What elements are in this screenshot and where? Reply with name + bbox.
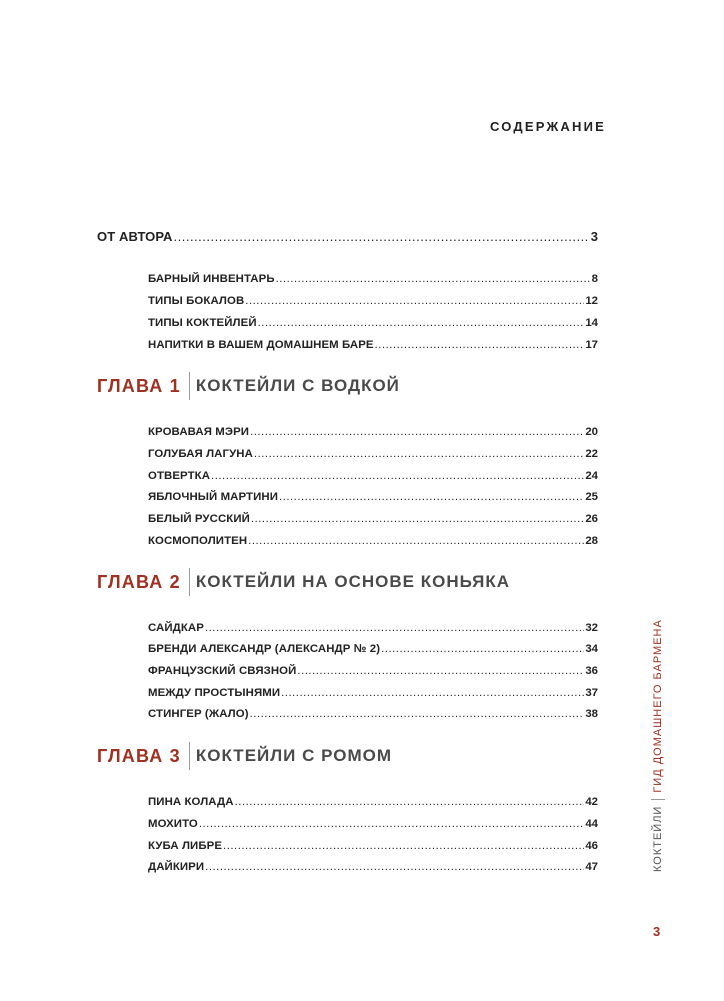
toc-entry[interactable] [148, 448, 598, 460]
toc-entry-title: БРЕНДИ АЛЕКСАНДР (АЛЕКСАНДР № 2) [148, 643, 381, 655]
chapter-title: КОКТЕЙЛИ НА ОСНОВЕ КОНЬЯКА [195, 572, 511, 591]
chapter-number: ГЛАВА 3 [97, 745, 181, 766]
toc-entry-title: КОСМОПОЛИТЕН [148, 535, 248, 547]
chapter-divider [189, 568, 190, 596]
toc-entry-page: 47 [585, 861, 598, 873]
toc-entry-page: 34 [585, 643, 598, 655]
toc-entry-page: 44 [585, 818, 598, 830]
dot-leader [250, 708, 585, 720]
toc-entry[interactable] [148, 861, 598, 873]
toc-entry-title: ТИПЫ БОКАЛОВ [148, 295, 245, 307]
dot-leader [375, 339, 585, 351]
toc-entry-page: 14 [585, 317, 598, 329]
toc-entry-title: ЯБЛОЧНЫЙ МАРТИНИ [148, 491, 278, 503]
dot-leader [297, 665, 584, 677]
chapter-number: ГЛАВА 1 [97, 375, 181, 396]
dot-leader [205, 861, 584, 873]
dot-leader [199, 818, 584, 830]
dot-leader [279, 491, 584, 503]
chapter-divider [189, 742, 190, 770]
dot-leader [254, 448, 584, 460]
chapter-number: ГЛАВА 2 [97, 571, 181, 592]
toc-entry[interactable] [148, 622, 598, 634]
toc-entry-page: 20 [585, 426, 598, 438]
toc-entry-title: ПИНА КОЛАДА [148, 796, 234, 808]
toc-entry[interactable] [148, 295, 598, 307]
toc-entry[interactable] [148, 840, 598, 852]
side-divider [651, 799, 665, 800]
toc-entry[interactable] [148, 643, 598, 655]
toc-entry[interactable] [148, 317, 598, 329]
toc-entry-title: БАРНЫЙ ИНВЕНТАРЬ [148, 273, 275, 285]
toc-entry-title: ДАЙКИРИ [148, 861, 205, 873]
toc-entry[interactable] [148, 426, 598, 438]
side-series-title: ГИД ДОМАШНЕГО БАРМЕНА [652, 619, 664, 793]
toc-entry[interactable] [148, 513, 598, 525]
page-heading: СОДЕРЖАНИЕ [490, 119, 606, 134]
toc-entry-intro[interactable] [97, 229, 598, 244]
toc-entry-page: 37 [585, 687, 598, 699]
toc-entry[interactable] [148, 339, 598, 351]
toc-entry-title: БЕЛЫЙ РУССКИЙ [148, 513, 250, 525]
dot-leader [250, 426, 584, 438]
toc-entry[interactable] [148, 491, 598, 503]
chapter-title: КОКТЕЙЛИ С РОМОМ [195, 746, 392, 765]
dot-leader [205, 622, 584, 634]
chapter-1-header[interactable] [97, 371, 400, 401]
toc-entry-title: КУБА ЛИБРЕ [148, 840, 223, 852]
toc-entry-title: ОТ АВТОРА [97, 229, 173, 244]
toc-entry[interactable] [148, 470, 598, 482]
toc-entry[interactable] [148, 818, 598, 830]
toc-entry-page: 26 [585, 513, 598, 525]
toc-entry-page: 28 [585, 535, 598, 547]
toc-entry-title: ГОЛУБАЯ ЛАГУНА [148, 448, 253, 460]
dot-leader [258, 317, 585, 329]
page-number: 3 [653, 924, 661, 939]
toc-entry-page: 3 [590, 229, 598, 244]
dot-leader [235, 796, 585, 808]
toc-entry-title: КРОВАВАЯ МЭРИ [148, 426, 250, 438]
toc-entry[interactable] [148, 273, 598, 285]
toc-entry-title: ОТВЕРТКА [148, 470, 211, 482]
toc-entry-page: 25 [585, 491, 598, 503]
toc-entry-title: ФРАНЦУЗСКИЙ СВЯЗНОЙ [148, 665, 297, 677]
toc-entry-page: 12 [585, 295, 598, 307]
toc-entry-title: ТИПЫ КОКТЕЙЛЕЙ [148, 317, 257, 329]
toc-entry-page: 36 [585, 665, 598, 677]
toc-entry[interactable] [148, 796, 598, 808]
toc-entry-title: МОХИТО [148, 818, 198, 830]
dot-leader [276, 273, 591, 285]
toc-entry-page: 42 [585, 796, 598, 808]
toc-entry-title: НАПИТКИ В ВАШЕМ ДОМАШНЕМ БАРЕ [148, 339, 374, 351]
dot-leader [174, 229, 590, 244]
toc-entry-title: САЙДКАР [148, 622, 204, 634]
toc-entry-page: 22 [585, 448, 598, 460]
toc-entry-page: 46 [585, 840, 598, 852]
toc-entry[interactable] [148, 535, 598, 547]
toc-entry[interactable] [148, 687, 598, 699]
toc-entry[interactable] [148, 708, 598, 720]
dot-leader [281, 687, 584, 699]
toc-entry[interactable] [148, 665, 598, 677]
dot-leader [223, 840, 584, 852]
dot-leader [381, 643, 584, 655]
toc-entry-page: 24 [585, 470, 598, 482]
chapter-3-header[interactable] [97, 741, 392, 771]
toc-entry-title: СТИНГЕР (ЖАЛО) [148, 708, 249, 720]
toc-entry-page: 32 [585, 622, 598, 634]
dot-leader [248, 535, 584, 547]
chapter-title: КОКТЕЙЛИ С ВОДКОЙ [195, 376, 400, 395]
chapter-divider [189, 372, 190, 400]
chapter-2-header[interactable] [97, 567, 510, 597]
toc-entry-page: 38 [585, 708, 598, 720]
toc-entry-page: 8 [591, 273, 598, 285]
side-running-title [651, 619, 665, 872]
side-book-title: КОКТЕЙЛИ [652, 805, 664, 872]
dot-leader [211, 470, 584, 482]
toc-entry-page: 17 [585, 339, 598, 351]
toc-entry-title: МЕЖДУ ПРОСТЫНЯМИ [148, 687, 281, 699]
dot-leader [245, 295, 584, 307]
dot-leader [251, 513, 584, 525]
